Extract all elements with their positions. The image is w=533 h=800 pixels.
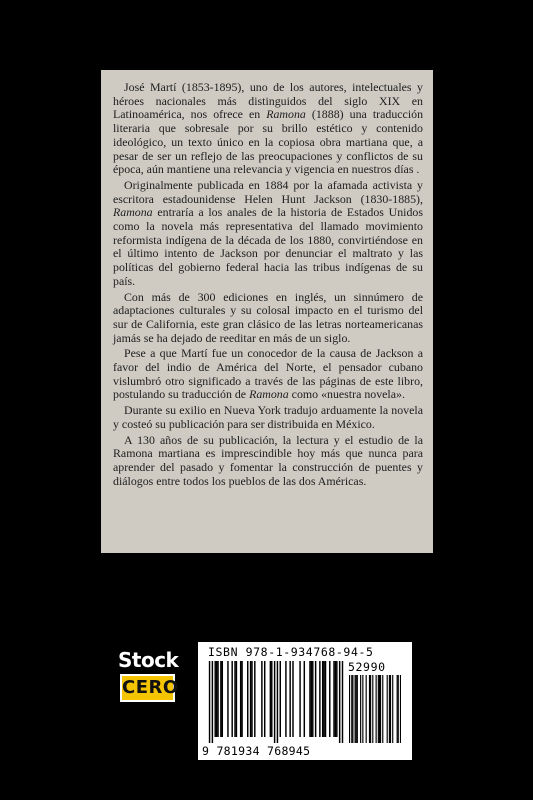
isbn-number: ISBN 978-1-934768-94-5 bbox=[208, 645, 374, 659]
price-code: 52990 bbox=[348, 660, 386, 674]
barcode-bar bbox=[247, 661, 248, 737]
addon-bar bbox=[400, 675, 401, 743]
barcode-bar bbox=[292, 661, 293, 737]
addon-bar bbox=[355, 675, 356, 743]
barcode-bar bbox=[336, 661, 337, 737]
barcode-bar bbox=[227, 661, 228, 737]
addon-bar bbox=[397, 675, 398, 743]
synopsis-paragraph-3: Con más de 300 ediciones en inglés, un sinnúmero de adaptaciones culturales y su colosal impacto en el turismo del sur de California, este gran clásico de las letras norteamericanas jamás se ha dejado de reeditar en más de un siglo. bbox=[113, 289, 423, 345]
barcode-bar bbox=[216, 661, 217, 737]
barcode-bar bbox=[315, 661, 316, 737]
barcode-bar bbox=[222, 661, 223, 737]
barcode-bar bbox=[333, 661, 334, 737]
addon-bar bbox=[357, 675, 358, 743]
barcode-bar bbox=[240, 661, 241, 737]
addon-bar bbox=[372, 675, 373, 743]
barcode-bar bbox=[280, 661, 281, 737]
barcode-bar bbox=[285, 661, 286, 737]
addon-bar bbox=[387, 675, 388, 743]
addon-bar bbox=[392, 675, 393, 743]
addon-bar bbox=[380, 675, 381, 743]
barcode-bar bbox=[323, 661, 324, 737]
barcode-bar bbox=[319, 661, 320, 737]
barcode-bar bbox=[289, 661, 290, 737]
barcode-bar bbox=[236, 661, 237, 737]
ean-barcode-bars bbox=[206, 661, 346, 743]
barcode-guard-bar bbox=[277, 661, 278, 743]
addon-bar bbox=[379, 675, 380, 743]
addon-bar bbox=[376, 675, 377, 743]
barcode-bar bbox=[261, 661, 262, 737]
addon-bar bbox=[389, 675, 390, 743]
ean-digits: 9 781934 768945 bbox=[202, 744, 311, 758]
barcode-bar bbox=[271, 661, 272, 737]
barcode-guard-bar bbox=[274, 661, 275, 743]
publisher-logo-stock: Stock bbox=[118, 648, 179, 672]
addon-bar bbox=[352, 675, 353, 743]
publisher-logo bbox=[118, 648, 178, 708]
synopsis-paragraph-1: José Martí (1853-1895), uno de los autores, intelectuales y héroes nacionales más distinguidos del siglo XIX en Latinoamérica, nos ofrece en Ramona (1888) una traducción literaria que sobresale por su brillo estético y contenido ideológico, un texto único en la copiosa obra martiana que, a pesar de ser un reflejo de las preocupaciones y conflictos de su época, aún mantiene una relevancia y vigencia en nuestros días . bbox=[113, 80, 424, 177]
barcode-bar bbox=[254, 661, 255, 737]
book-title-italic: Ramona bbox=[113, 205, 153, 220]
barcode-bar bbox=[241, 661, 242, 737]
barcode-bar bbox=[234, 661, 235, 737]
isbn-barcode bbox=[198, 642, 412, 760]
addon-bar bbox=[398, 675, 399, 743]
barcode-bar bbox=[299, 661, 300, 737]
barcode-bar bbox=[329, 661, 330, 737]
addon-bar bbox=[369, 675, 370, 743]
addon-bar bbox=[349, 675, 350, 743]
barcode-bar bbox=[325, 661, 326, 737]
barcode-bar bbox=[270, 661, 271, 737]
barcode-bar bbox=[251, 661, 252, 737]
addon-bar bbox=[366, 675, 367, 743]
barcode-bar bbox=[311, 661, 312, 737]
book-title-italic: Ramona bbox=[266, 107, 306, 122]
addon-bar bbox=[382, 675, 383, 743]
addon-bar bbox=[378, 675, 379, 743]
barcode-bar bbox=[250, 661, 251, 737]
barcode-bar bbox=[231, 661, 232, 737]
addon-bar bbox=[356, 675, 357, 743]
barcode-bar bbox=[322, 661, 323, 737]
barcode-guard-bar bbox=[209, 661, 210, 743]
addon-barcode-bars bbox=[349, 675, 401, 743]
barcode-guard-bar bbox=[212, 661, 213, 743]
barcode-guard-bar bbox=[339, 661, 340, 743]
addon-bar bbox=[351, 675, 352, 743]
addon-bar bbox=[360, 675, 361, 743]
barcode-guard-bar bbox=[342, 661, 343, 743]
barcode-bar bbox=[264, 661, 265, 737]
synopsis-panel bbox=[101, 70, 433, 553]
barcode-bar bbox=[217, 661, 218, 737]
publisher-logo-cero: CERO bbox=[120, 674, 175, 702]
barcode-bar bbox=[220, 661, 221, 737]
synopsis-paragraph-2: Originalmente publicada en 1884 por la afamada activista y escritora estadounidense Helen Hunt Jackson (1830-1885), Ramona entraría a los anales de la historia de Estados Unidos como la novela más representativa del llamado movimiento reformista indígena de la década de los 1880, convirtiéndose en el último intento de Jackson por denunciar el maltrato y las políticas del gobierno federal hacia las tribus indígenas de su país. bbox=[113, 177, 423, 288]
synopsis-paragraph-6: A 130 años de su publicación, la lectura y el estudio de la Ramona martiana es imprescindible hoy más que nunca para aprender del pasado y fomentar la construcción de puentes y diálogos entre todos los pueblos de las dos Américas. bbox=[113, 432, 423, 488]
addon-bar bbox=[370, 675, 371, 743]
synopsis-paragraph-4: Pese a que Martí fue un conocedor de la causa de Jackson a favor del indio de América del Norte, el pensador cubano vislumbró otro significado a través de las páginas de este libro, postulando su traducción de Ramona como «nuestra novela». bbox=[113, 346, 423, 402]
barcode-bar bbox=[304, 661, 305, 737]
barcode-bar bbox=[312, 661, 313, 737]
addon-bar bbox=[362, 675, 363, 743]
barcode-bar bbox=[335, 661, 336, 737]
barcode-bar bbox=[214, 661, 215, 737]
synopsis-paragraph-5: Durante su exilio en Nueva York tradujo arduamente la novela y costeó su publicación para ser distribuida en México. bbox=[113, 403, 423, 431]
barcode-bar bbox=[309, 661, 310, 737]
book-title-italic: Ramona bbox=[249, 387, 289, 402]
addon-bar bbox=[390, 675, 391, 743]
